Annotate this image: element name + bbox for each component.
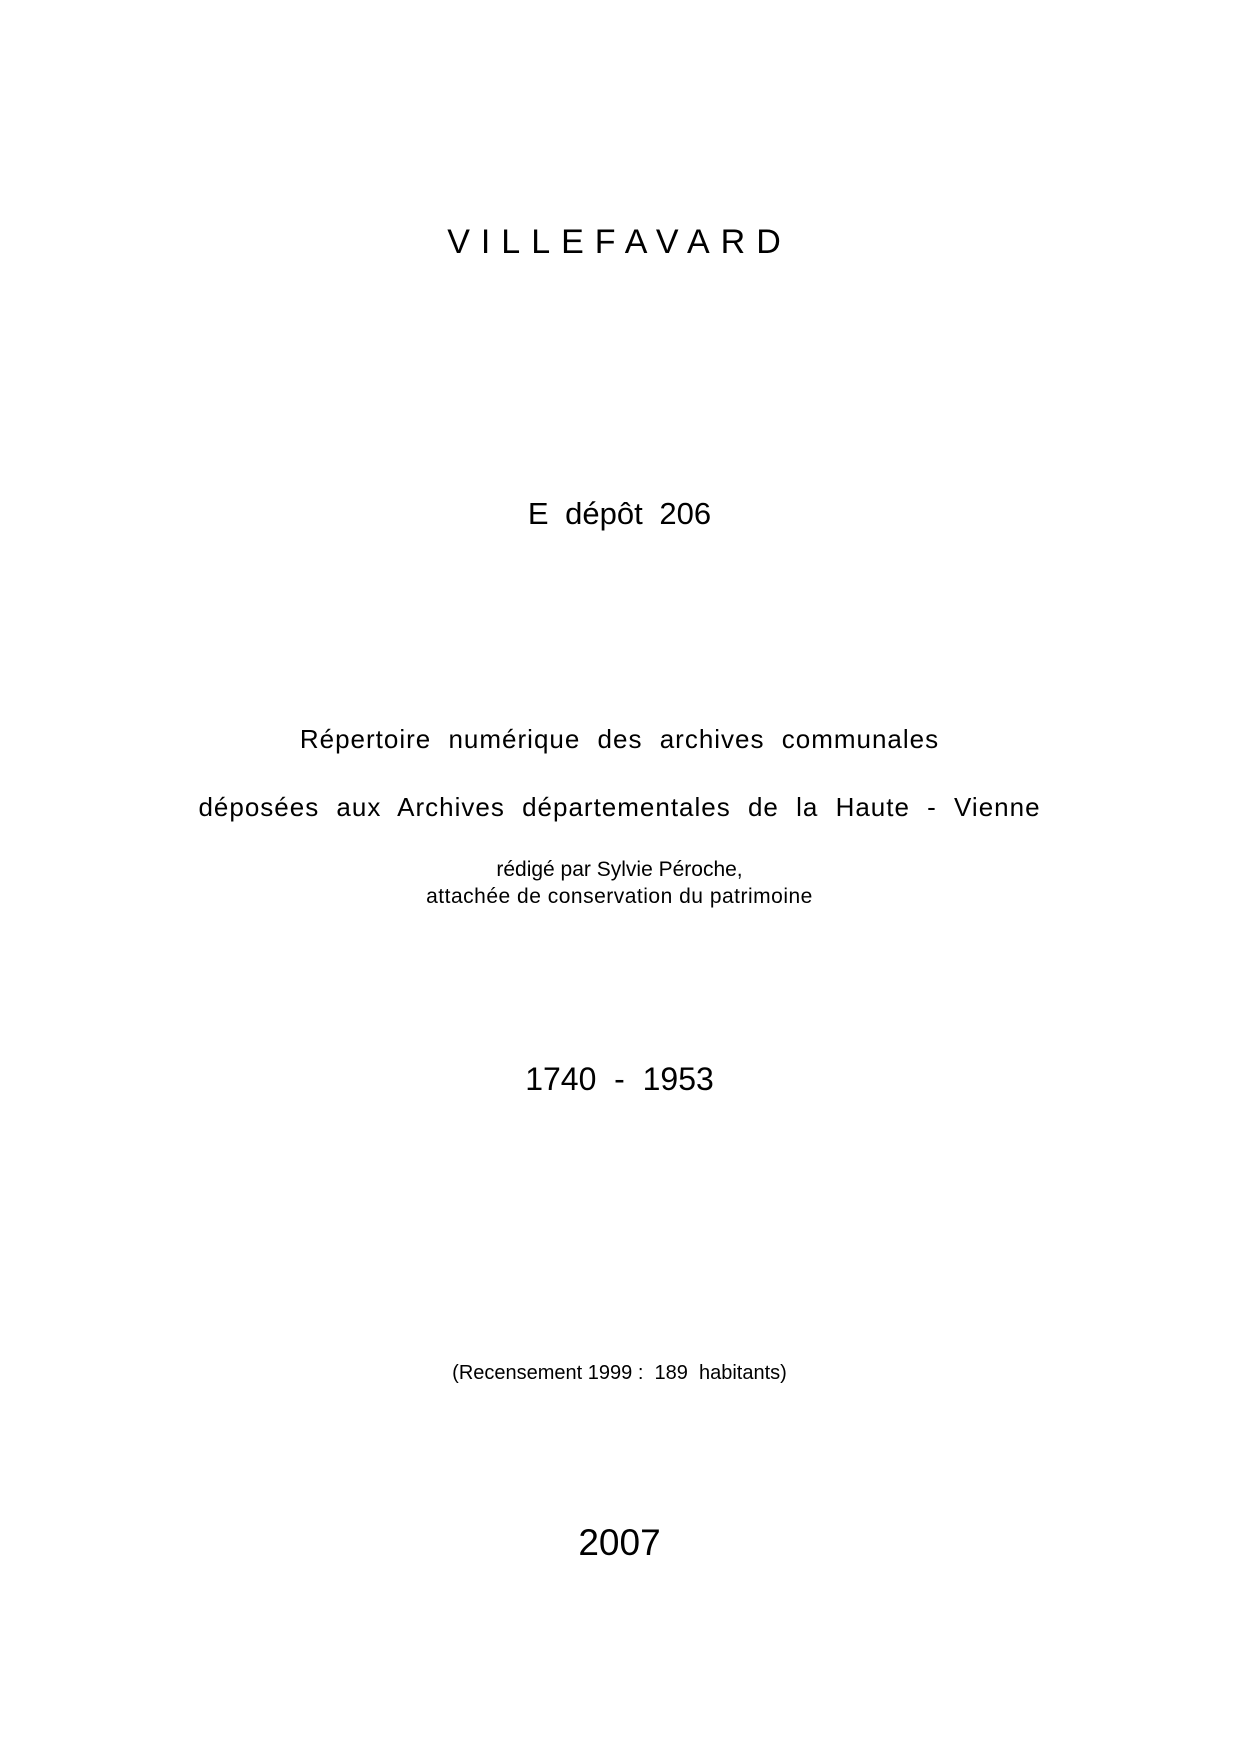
- depot-reference: E dépôt 206: [527, 496, 712, 531]
- author-name: rédigé par Sylvie Péroche,: [496, 858, 743, 881]
- repertoire-title-line1: Répertoire numérique des archives communales: [299, 724, 940, 754]
- author-role: attachée de conservation du patrimoine: [426, 885, 813, 908]
- census-note: (Recensement 1999 : 189 habitants): [452, 1362, 787, 1384]
- publication-year: 2007: [578, 1522, 661, 1563]
- commune-title: VILLEFAVARD: [447, 223, 792, 261]
- repertoire-title-line2: déposées aux Archives départementales de la Haute - Vienne: [198, 792, 1041, 822]
- date-range: 1740 - 1953: [525, 1061, 714, 1097]
